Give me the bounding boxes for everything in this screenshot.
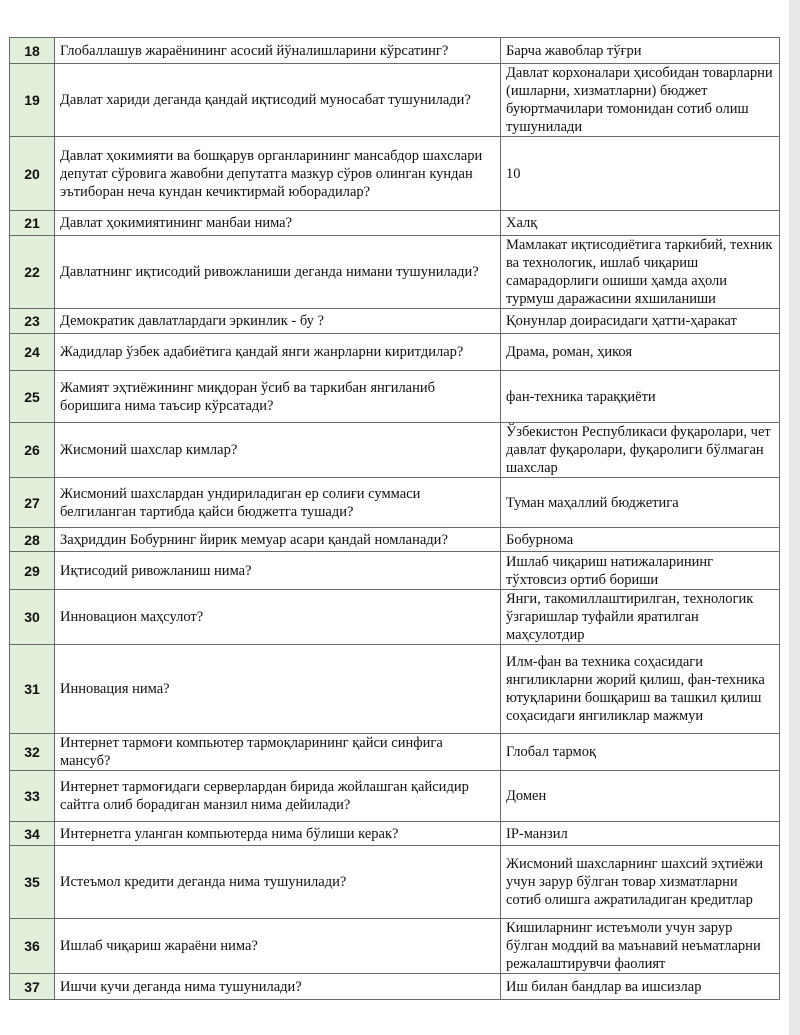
row-number: 23 [10, 309, 55, 334]
table-row [10, 645, 780, 734]
row-number: 21 [10, 211, 55, 236]
answer-cell: Глобал тармоқ [501, 734, 780, 771]
answer-cell: Мамлакат иқтисодиётига таркибий, техник ва технологик, ишлаб чиқариш самарадорлиги ошиши ҳамда аҳоли турмуш даражасини яхшиланиши [501, 236, 780, 309]
row-number: 27 [10, 478, 55, 528]
question-cell: Демократик давлатлардаги эркинлик - бу ? [55, 309, 501, 334]
answer-cell: Давлат корхоналари ҳисобидан товарларни (ишларни, хизматларни) бюджет буюртмачилари томонидан сотиб олиш тушунилади [501, 64, 780, 137]
answer-cell: Халқ [501, 211, 780, 236]
question-cell: Инновацион маҳсулот? [55, 590, 501, 645]
row-number: 34 [10, 822, 55, 846]
row-number: 37 [10, 974, 55, 1000]
table-row [10, 552, 780, 590]
row-number: 30 [10, 590, 55, 645]
question-cell: Инновация нима? [55, 645, 501, 734]
row-number: 28 [10, 528, 55, 552]
row-number: 36 [10, 919, 55, 974]
answer-cell: фан-техника тараққиёти [501, 371, 780, 423]
answer-cell: Жисмоний шахсларнинг шахсий эҳтиёжи учун зарур бўлган товар хизматларни сотиб олишга ажратиладиган кредитлар [501, 846, 780, 919]
table-row [10, 771, 780, 822]
row-number: 25 [10, 371, 55, 423]
answer-cell: 10 [501, 137, 780, 211]
answer-cell: Ўзбекистон Республикаси фуқаролари, чет давлат фуқаролари, фуқаролиги бўлмаган шахслар [501, 423, 780, 478]
answer-cell: Кишиларнинг истеъмоли учун зарур бўлган моддий ва маънавий неъматларни режалаштирувчи фаолият [501, 919, 780, 974]
question-cell: Заҳриддин Бобурнинг йирик мемуар асари қандай номланади? [55, 528, 501, 552]
question-cell: Иқтисодий ривожланиш нима? [55, 552, 501, 590]
question-cell: Давлат ҳокимияти ва бошқарув органларининг мансабдор шахслари депутат сўровига жавобни депутатга мазкур сўров олинган кундан эътиборан неча кундан кечиктирмай юборадилар? [55, 137, 501, 211]
table-row [10, 822, 780, 846]
table-row [10, 371, 780, 423]
question-cell: Давлат хариди деганда қандай иқтисодий муносабат тушунилади? [55, 64, 501, 137]
row-number: 31 [10, 645, 55, 734]
row-number: 18 [10, 38, 55, 64]
answer-cell: Ишлаб чиқариш натижаларининг тўхтовсиз ортиб бориши [501, 552, 780, 590]
answer-cell: Қонунлар доирасидаги ҳатти-ҳаракат [501, 309, 780, 334]
table-row [10, 919, 780, 974]
row-number: 20 [10, 137, 55, 211]
answer-cell: IP-манзил [501, 822, 780, 846]
row-number: 22 [10, 236, 55, 309]
row-number: 35 [10, 846, 55, 919]
table-row [10, 590, 780, 645]
table-row [10, 309, 780, 334]
table-row [10, 137, 780, 211]
table-row [10, 528, 780, 552]
table-row [10, 211, 780, 236]
answer-cell: Янги, такомиллаштирилган, технологик ўзгаришлар туфайли яратилган маҳсулотдир [501, 590, 780, 645]
question-cell: Давлат ҳокимиятининг манбаи нима? [55, 211, 501, 236]
table-row [10, 236, 780, 309]
table-row [10, 478, 780, 528]
question-cell: Давлатнинг иқтисодий ривожланиши деганда нимани тушунилади? [55, 236, 501, 309]
page-edge-shadow [789, 0, 800, 1035]
question-cell: Жадидлар ўзбек адабиётига қандай янги жанрларни киритдилар? [55, 334, 501, 371]
answer-cell: Илм-фан ва техника соҳасидаги янгиликларни жорий қилиш, фан-техника ютуқларини бошқариш ва ташкил қилиш соҳасидаги янгиликлар мажмуи [501, 645, 780, 734]
row-number: 26 [10, 423, 55, 478]
row-number: 19 [10, 64, 55, 137]
row-number: 24 [10, 334, 55, 371]
table-row [10, 846, 780, 919]
table-row [10, 423, 780, 478]
question-cell: Интернет тармоғидаги серверлардан бирида жойлашган қайсидир сайтга олиб борадиган манзил нима дейилади? [55, 771, 501, 822]
question-cell: Жисмоний шахслар кимлар? [55, 423, 501, 478]
table-row [10, 734, 780, 771]
answer-cell: Драма, роман, ҳикоя [501, 334, 780, 371]
question-cell: Интернетга уланган компьютерда нима бўлиши керак? [55, 822, 501, 846]
qa-table [9, 37, 780, 1000]
row-number: 32 [10, 734, 55, 771]
row-number: 33 [10, 771, 55, 822]
question-cell: Истеъмол кредити деганда нима тушунилади? [55, 846, 501, 919]
answer-cell: Домен [501, 771, 780, 822]
question-cell: Интернет тармоғи компьютер тармоқларининг қайси синфига мансуб? [55, 734, 501, 771]
question-cell: Жамият эҳтиёжининг миқдоран ўсиб ва таркибан янгиланиб боришига нима таъсир кўрсатади? [55, 371, 501, 423]
question-cell: Ишчи кучи деганда нима тушунилади? [55, 974, 501, 1000]
answer-cell: Туман маҳаллий бюджетига [501, 478, 780, 528]
question-cell: Жисмоний шахслардан ундириладиган ер солиғи суммаси белгиланган тартибда қайси бюджетга тушади? [55, 478, 501, 528]
answer-cell: Бобурнома [501, 528, 780, 552]
table-row [10, 974, 780, 1000]
table-row [10, 38, 780, 64]
answer-cell: Иш билан бандлар ва ишсизлар [501, 974, 780, 1000]
table-row [10, 334, 780, 371]
question-cell: Глобаллашув жараёнининг асосий йўналишларини кўрсатинг? [55, 38, 501, 64]
question-cell: Ишлаб чиқариш жараёни нима? [55, 919, 501, 974]
table-row [10, 64, 780, 137]
answer-cell: Барча жавоблар тўғри [501, 38, 780, 64]
row-number: 29 [10, 552, 55, 590]
